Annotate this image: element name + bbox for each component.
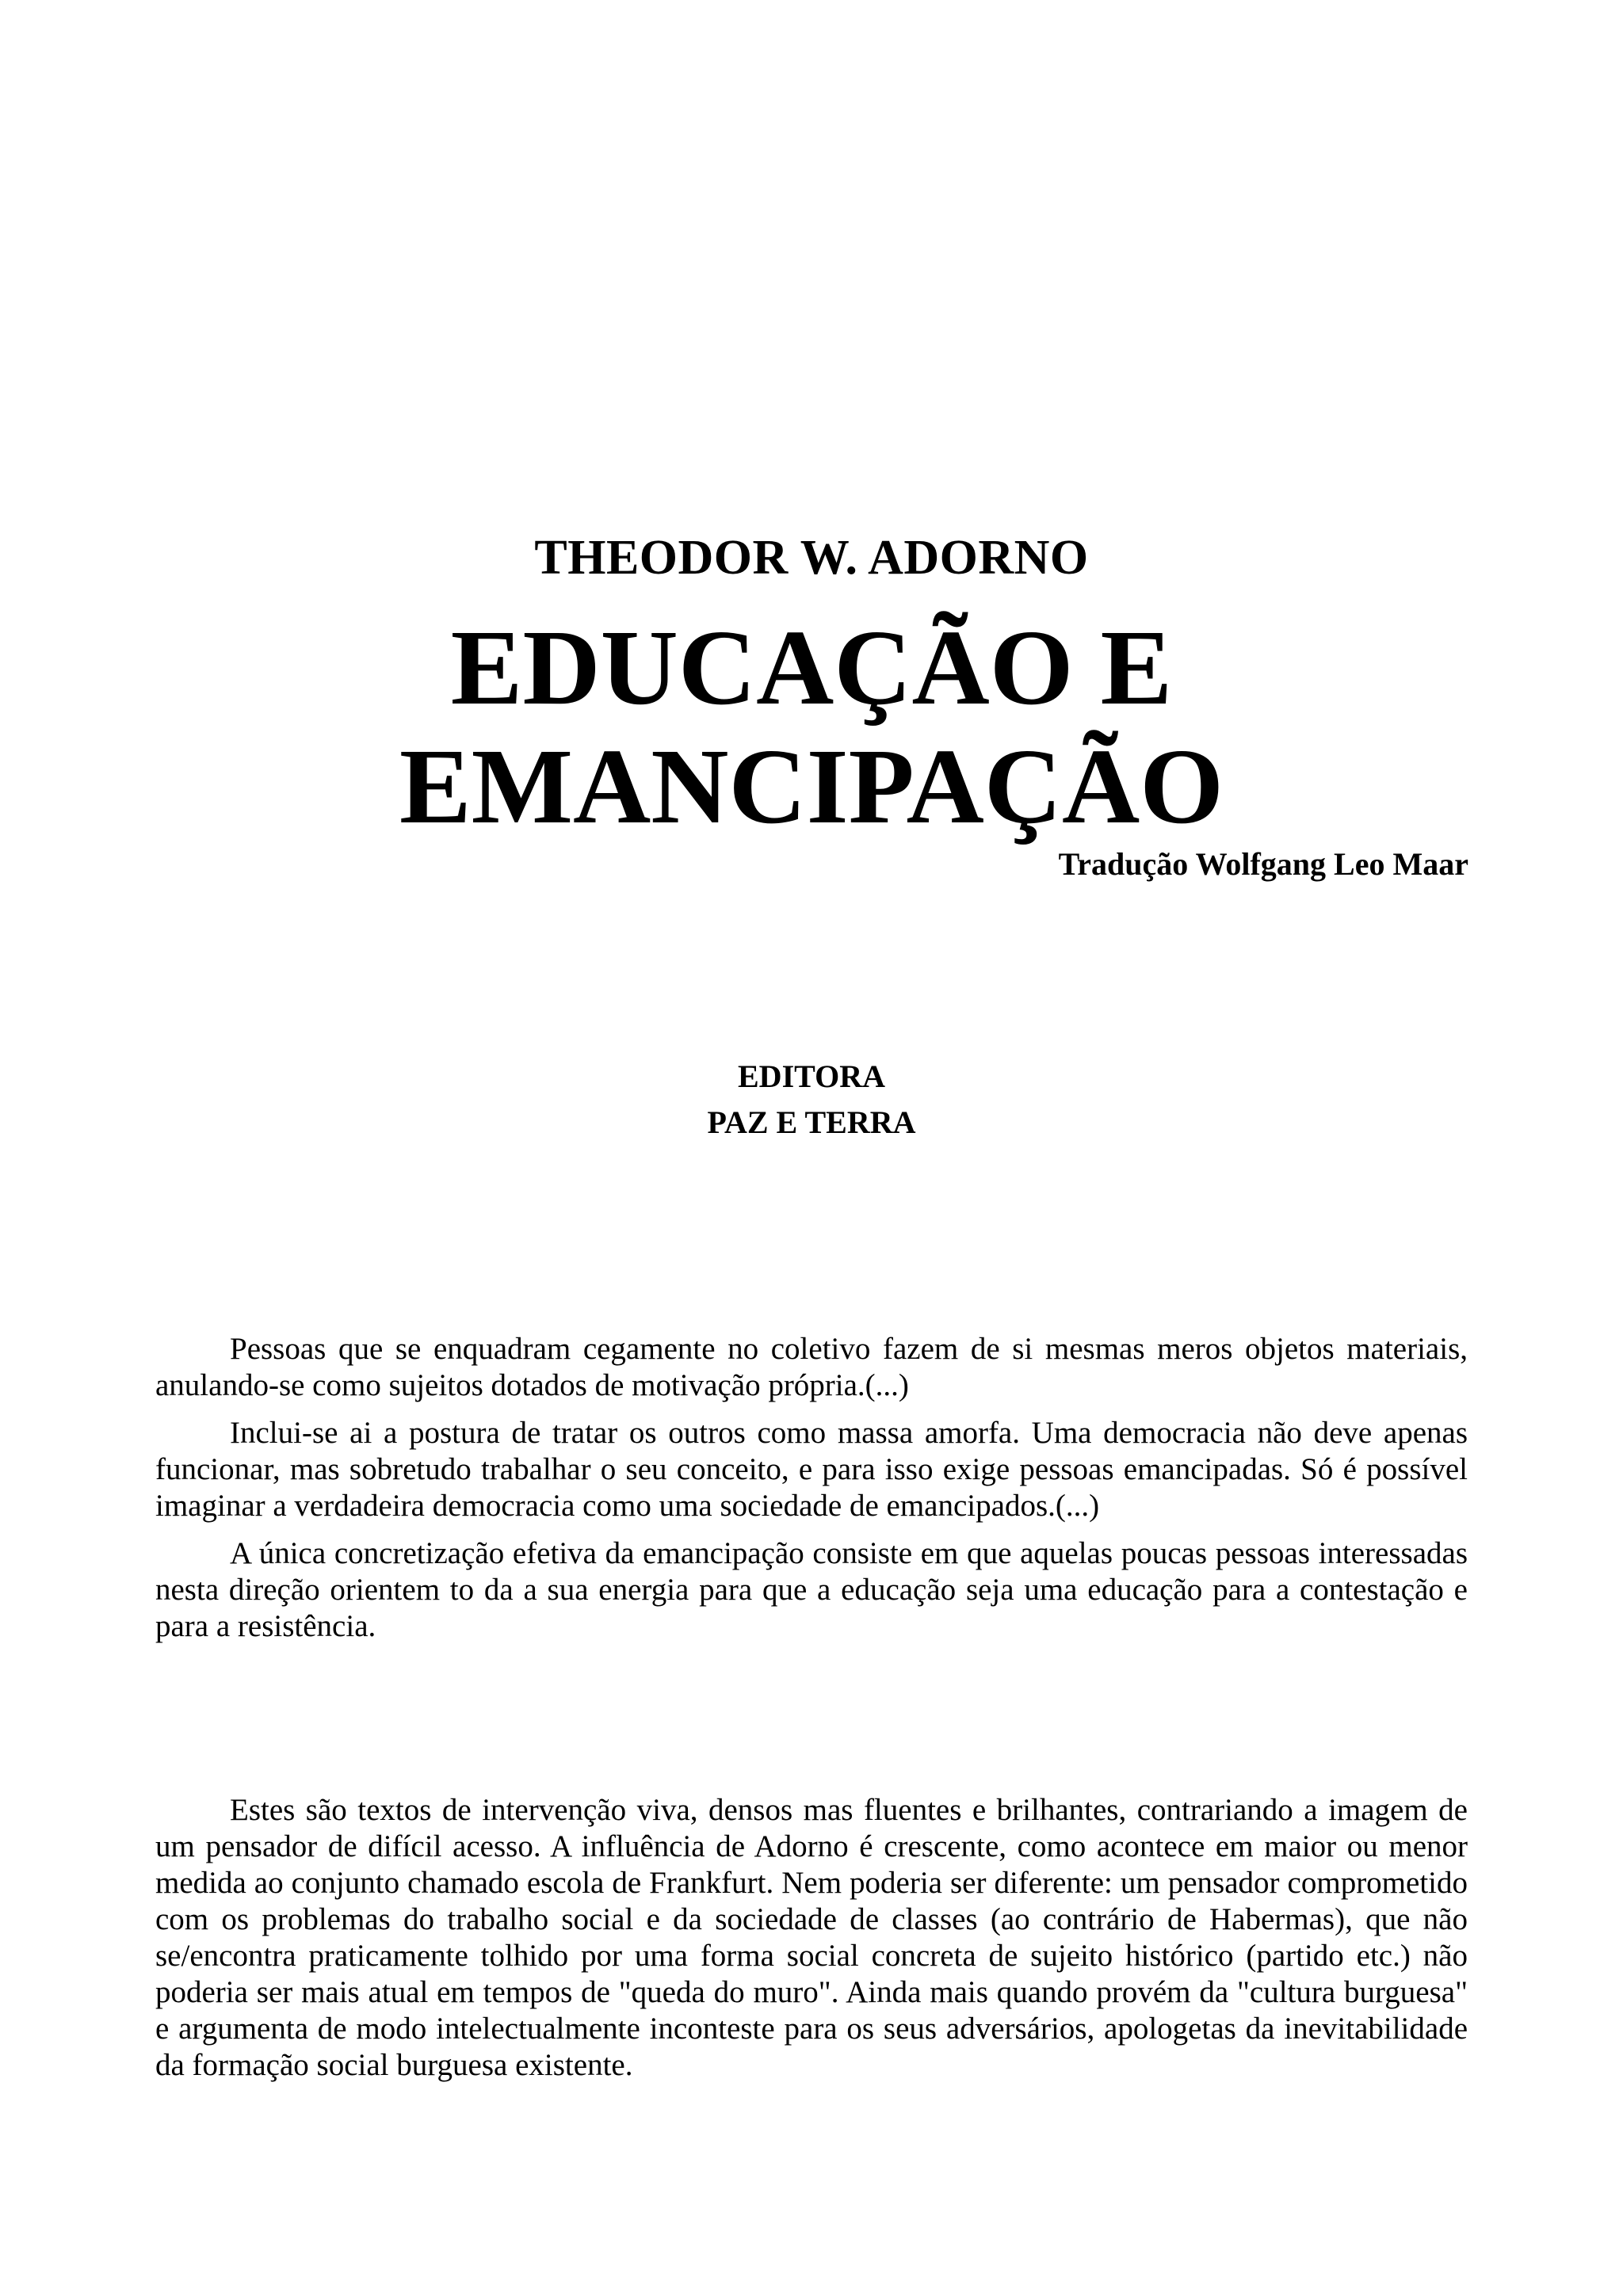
publisher-line-2: PAZ E TERRA (707, 1104, 916, 1140)
book-title-line-2: EMANCIPAÇÃO (399, 727, 1224, 846)
blurb-section (155, 1792, 1468, 2095)
author-name: THEODOR W. ADORNO (534, 531, 1089, 585)
quote-paragraph-1: Pessoas que se enquadram cegamente no coletivo fazem de si mesmas meros objetos materiais, anulando-se como sujeitos dotados de motivação própria.(...) (155, 1332, 1468, 1402)
book-title-line-1: EDUCAÇÃO E (450, 608, 1173, 727)
translator-credit: Tradução Wolfgang Leo Maar (1058, 846, 1468, 882)
quotes-section (155, 1331, 1468, 1656)
publisher (0, 1054, 1623, 1146)
quote-paragraph-2: Inclui-se ai a postura de tratar os outros como massa amorfa. Uma democracia não deve apenas funcionar, mas sobretudo trabalhar o seu conceito, e para isso exige pessoas emancipadas. Só é possível imaginar a verdadeira democracia como uma sociedade de emancipados.(...) (155, 1416, 1468, 1523)
blurb-paragraph: Estes são textos de intervenção viva, densos mas fluentes e brilhantes, contrariando a imagem de um pensador de difícil acesso. A influência de Adorno é crescente, como acontece em maior ou menor medida ao conjunto chamado escola de Frankfurt. Nem poderia ser diferente: um pensador comprometido com os problemas do trabalho social e da sociedade de classes (ao contrário de Habermas), que não se/encontra praticamente tolhido por uma forma social concreta de sujeito histórico (partido etc.) não poderia ser mais atual em tempos de "queda do muro". Ainda mais quando provém da "cultura burguesa" e argumenta de modo intelectualmente inconteste para os seus adversários, apologetas da inevitabilidade da formação social burguesa existente. (155, 1793, 1468, 2082)
book-title (0, 608, 1623, 846)
quote-paragraph-3: A única concretização efetiva da emancipação consiste em que aquelas poucas pessoas interessadas nesta direção orientem to da a sua energia para que a educação seja uma educação para a contestação e para a resistência. (155, 1536, 1468, 1643)
publisher-line-1: EDITORA (738, 1058, 885, 1094)
